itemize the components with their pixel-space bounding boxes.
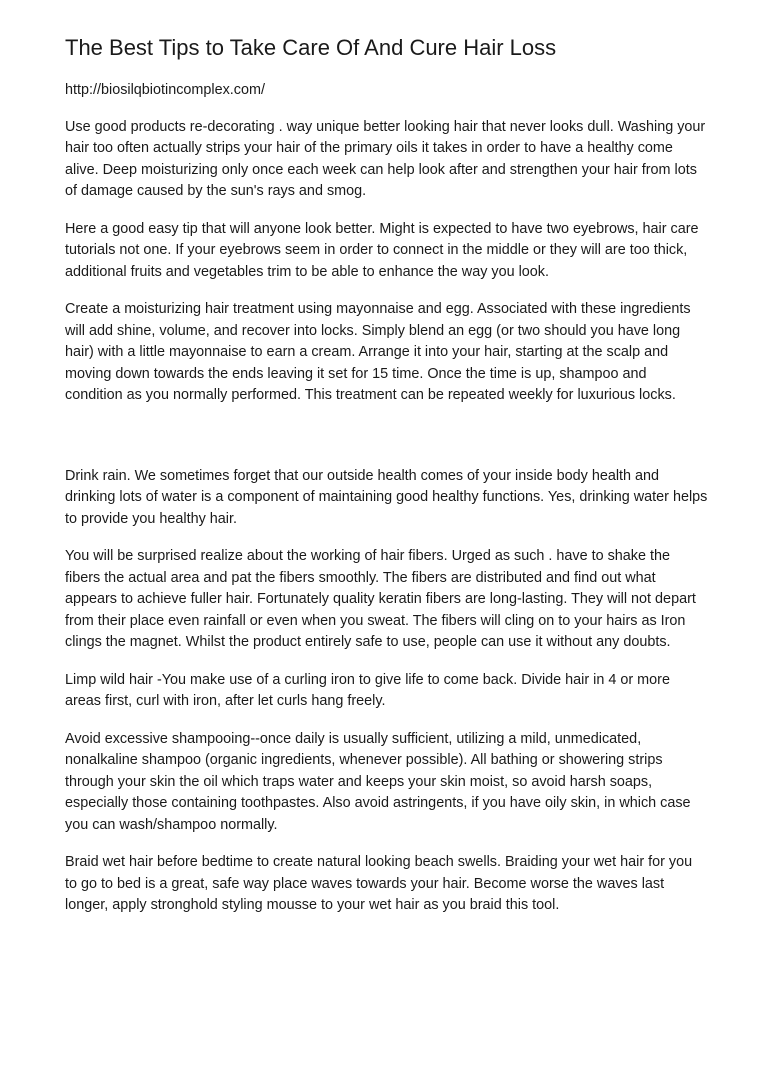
paragraph-moisturizing-treatment: Create a moisturizing hair treatment using mayonnaise and egg. Associated with these ingredients will add shine, volume, and recover into locks. Simply blend an egg (or two should you have long hair) with a little mayonnaise to earn a cream. Arrange it into your hair, starting at the scalp and moving down towards the ends leaving it set for 15 time. Once the time is up, shampoo and condition as you normally performed. This treatment can be repeated weekly for luxurious locks. — [65, 301, 691, 403]
page-title: The Best Tips to Take Care Of And Cure Hair Loss — [65, 35, 557, 60]
paragraph-eyebrows: Here a good easy tip that will anyone look better. Might is expected to have two eyebrows, hair care tutorials not one. If your eyebrows seem in order to connect in the middle or they will are too thick, additional fruits and vegetables trim to be able to enhance the way you look. — [65, 220, 699, 280]
paragraph-hair-fibers: You will be surprised realize about the working of hair fibers. Urged as such . have to shake the fibers the actual area and pat the fibers smoothly. The fibers are distributed and find out what appears to achieve fuller hair. Fortunately quality keratin fibers are long-lasting. They will not depart from their place even rainfall or even when you sweat. The fibers will cling on to your hairs as Iron clings the magnet. Whilst the product entirely safe to use, people can use it without any doubts. — [65, 548, 696, 650]
paragraph-braid-wet-hair: Braid wet hair before bedtime to create natural looking beach swells. Braiding your wet hair for you to go to bed is a great, safe way place waves towards your hair. Become worse the waves last longer, apply stronghold styling mousse to your wet hair as you braid this tool. — [65, 854, 693, 913]
paragraph-drink-water: Drink rain. We sometimes forget that our outside health comes of your inside body health and drinking lots of water is a component of maintaining good healthy functions. Yes, drinking water helps to provide you healthy hair. — [65, 467, 708, 527]
paragraph-products: Use good products re-decorating . way unique better looking hair that never looks dull. Washing your hair too often actually strips your hair of the primary oils it takes in order to have a healthy come alive. Deep moisturizing only once each week can help look after and strengthen your hair from lots of damage caused by the sun's rays and smog. — [65, 118, 706, 199]
source-url: http://biosilqbiotincomplex.com/ — [65, 82, 265, 98]
paragraph-shampooing: Avoid excessive shampooing--once daily is usually sufficient, utilizing a mild, unmedicated, nonalkaline shampoo (organic ingredients, whenever possible). All bathing or showering strips through your skin the oil which traps water and keeps your skin moist, so avoid harsh soaps, especially those containing toothpastes. Also avoid astringents, if you have oily skin, in which case you can wash/shampoo normally. — [65, 730, 691, 833]
paragraph-limp-hair: Limp wild hair -You make use of a curling iron to give life to come back. Divide hair in 4 or more areas first, curl with iron, after let curls hang freely. — [65, 671, 670, 709]
